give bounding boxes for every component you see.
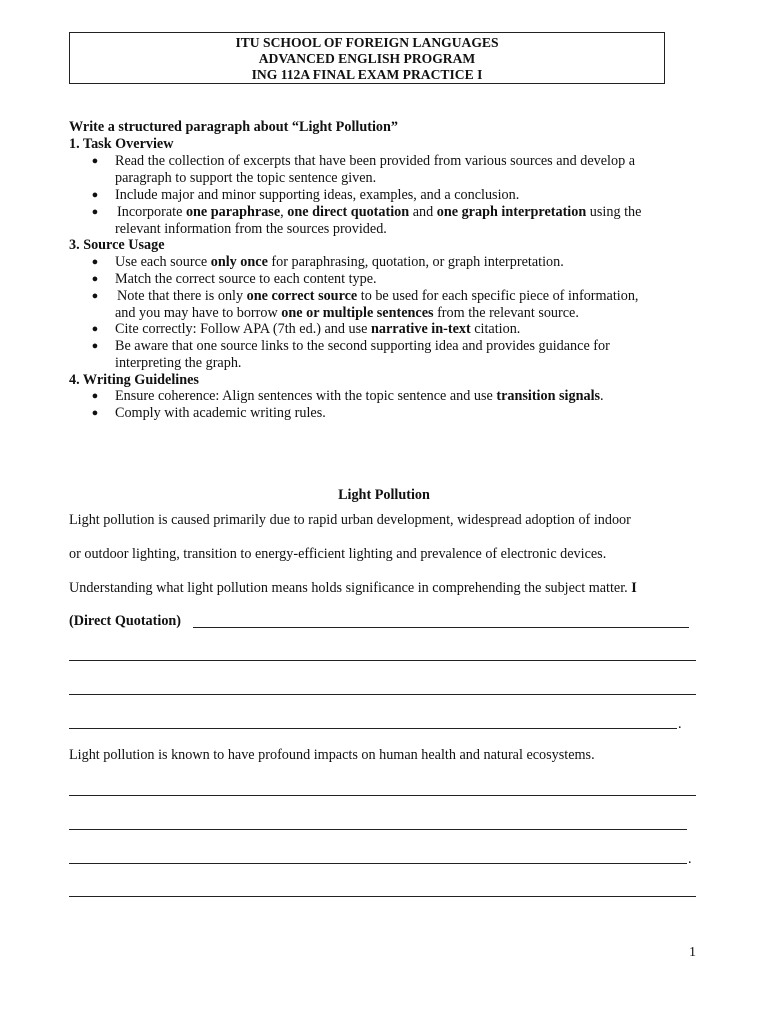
bullet-icon: ● bbox=[91, 323, 99, 335]
bullet-icon: ● bbox=[91, 290, 99, 302]
writing-bullet-2: Comply with academic writing rules. bbox=[115, 405, 326, 421]
instructions-title: Write a structured paragraph about “Light Pollution” bbox=[69, 119, 398, 135]
bullet-icon: ● bbox=[91, 273, 99, 285]
task-bullet-1-line-2: paragraph to support the topic sentence given. bbox=[115, 170, 377, 186]
source-bullet-3-line-2: and you may have to borrow one or multiple sentences from the relevant source. bbox=[115, 305, 579, 321]
source-bullet-4: Cite correctly: Follow APA (7th ed.) and use narrative in-text citation. bbox=[115, 321, 521, 337]
answer-blank-line[interactable] bbox=[69, 694, 696, 695]
essay-title: Light Pollution bbox=[338, 487, 430, 503]
answer-blank-line[interactable] bbox=[69, 795, 696, 796]
bullet-icon: ● bbox=[91, 390, 99, 402]
source-bullet-5-line-1: Be aware that one source links to the second supporting idea and provides guidance for bbox=[115, 338, 610, 354]
blank-end-period: . bbox=[688, 851, 692, 867]
task-bullet-3-line-1: Incorporate one paraphrase, one direct quotation and one graph interpretation using the bbox=[117, 204, 642, 220]
source-bullet-1: Use each source only once for paraphrasing, quotation, or graph interpretation. bbox=[115, 254, 564, 270]
essay-paragraph-1-line-2: or outdoor lighting, transition to energy-efficient lighting and prevalence of electronic devices. bbox=[69, 546, 607, 562]
essay-paragraph-2-line-1: Light pollution is known to have profound impacts on human health and natural ecosystems. bbox=[69, 747, 595, 763]
answer-blank-line[interactable] bbox=[69, 863, 687, 864]
source-usage-heading: 3. Source Usage bbox=[69, 237, 165, 253]
answer-blank-line[interactable] bbox=[193, 627, 689, 628]
writing-guidelines-heading: 4. Writing Guidelines bbox=[69, 372, 199, 388]
page-number: 1 bbox=[689, 945, 696, 960]
blank-end-period: . bbox=[678, 716, 682, 732]
answer-blank-line[interactable] bbox=[69, 660, 696, 661]
task-overview-heading: 1. Task Overview bbox=[69, 136, 174, 152]
writing-bullet-1: Ensure coherence: Align sentences with the topic sentence and use transition signals. bbox=[115, 388, 604, 404]
task-bullet-2: Include major and minor supporting ideas, examples, and a conclusion. bbox=[115, 187, 520, 203]
header-exam-title: ING 112A FINAL EXAM PRACTICE I bbox=[251, 67, 483, 82]
direct-quotation-label: (Direct Quotation) bbox=[69, 613, 182, 629]
exam-header-box bbox=[69, 32, 665, 84]
bullet-icon: ● bbox=[91, 407, 99, 419]
bullet-icon: ● bbox=[91, 189, 99, 201]
task-bullet-1-line-1: Read the collection of excerpts that have been provided from various sources and develop a bbox=[115, 153, 636, 169]
header-program: ADVANCED ENGLISH PROGRAM bbox=[258, 51, 476, 66]
answer-blank-line[interactable] bbox=[69, 728, 677, 729]
source-bullet-5-line-2: interpreting the graph. bbox=[115, 355, 242, 371]
bullet-icon: ● bbox=[91, 206, 99, 218]
header-school: ITU SCHOOL OF FOREIGN LANGUAGES bbox=[235, 35, 499, 50]
bullet-icon: ● bbox=[91, 256, 99, 268]
source-bullet-2: Match the correct source to each content type. bbox=[115, 271, 377, 287]
bullet-icon: ● bbox=[91, 340, 99, 352]
task-bullet-3-line-2: relevant information from the sources provided. bbox=[115, 221, 387, 237]
bullet-icon: ● bbox=[91, 155, 99, 167]
answer-blank-line[interactable] bbox=[69, 896, 696, 897]
essay-paragraph-1-line-1: Light pollution is caused primarily due to rapid urban development, widespread adoption of indoor bbox=[69, 512, 631, 528]
source-bullet-3-line-1: Note that there is only one correct source to be used for each specific piece of information, bbox=[117, 288, 639, 304]
essay-paragraph-1-line-3: Understanding what light pollution means holds significance in comprehending the subject matter. I bbox=[69, 580, 637, 596]
answer-blank-line[interactable] bbox=[69, 829, 687, 830]
